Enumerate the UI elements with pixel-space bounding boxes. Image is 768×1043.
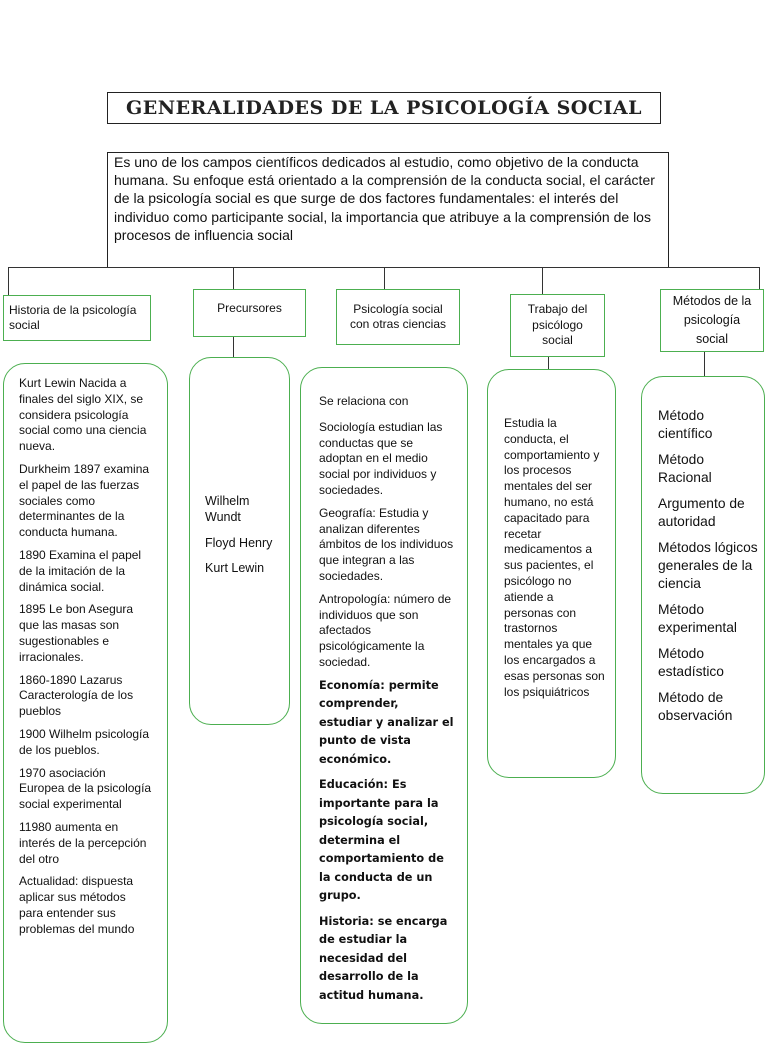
historia-item: 11980 aumenta en interés de la percepción del otro — [19, 819, 147, 866]
metodo-item: Método estadístico — [658, 646, 724, 679]
header-otras-ciencias-label: Psicología social con otras ciencias — [349, 301, 447, 331]
historia-item: Actualidad: dispuesta aplicar sus métodos para entender sus problemas del mundo — [19, 874, 135, 936]
metodo-item: Método científico — [658, 408, 713, 441]
ciencia-item-bold: Historia: se encarga de estudiar la necesidad del desarrollo de la actitud humana. — [319, 914, 448, 1002]
historia-item: 1890 Examina el papel de la imitación de la dinámica social. — [19, 547, 142, 594]
precursor-item: Wilhelm Wundt — [205, 494, 250, 524]
header-precursores-label: Precursores — [217, 301, 282, 315]
intro-text: Es uno de los campos científicos dedicados al estudio, como objetivo de la conducta humana. Su enfoque está orientado a la comprensión de la conducta social, el carácter de la psicología social es que surge de dos factores fundamentales: el interés del individuo como participante social, la importancia que atribuye a la comprensión de los procesos de influencia social — [114, 154, 655, 243]
header-precursores — [193, 289, 306, 337]
ciencia-item: Sociología estudian las conductas que se adoptan en el medio social por individuos y sociedades. — [319, 419, 443, 497]
connector-drop-precursores — [233, 267, 234, 289]
connector-drop-metodos — [759, 267, 760, 289]
historia-item: 1970 asociación Europea de la psicología social experimental — [19, 765, 152, 812]
ciencia-item-bold: Economía: permite comprender, estudiar y analizar el punto de vista económico. — [319, 678, 454, 766]
header-historia — [3, 295, 151, 341]
connector-drop-historia — [8, 267, 9, 295]
otras-ciencias-box — [300, 367, 468, 1024]
historia-item: Kurt Lewin Nacida a finales del siglo XIX, se considera psicología social como una ciencia nueva. — [19, 376, 147, 454]
connector-drop-otras-ciencias — [384, 267, 385, 289]
precursor-item: Floyd Henry — [205, 535, 273, 550]
ciencia-item-bold: Educación: Es importante para la psicología social, determina el comportamiento de la conducta de un grupo. — [319, 778, 444, 903]
precursor-item: Kurt Lewin — [205, 561, 265, 576]
metodo-item: Método de observación — [658, 690, 733, 723]
trabajo-text: Estudia la conducta, el comportamiento y los procesos mentales del ser humano, no está capacitado para recetar medicamentos a sus pacientes, el psicólogo no atiende a personas con trastornos mentales ya que los encargados a esas personas son los psiquiátricos — [504, 416, 605, 699]
connector-trabajo-box — [548, 356, 549, 370]
historia-box — [3, 363, 168, 1043]
historia-list — [19, 376, 153, 938]
header-otras-ciencias — [336, 289, 460, 345]
connector-precursores-box — [233, 337, 234, 357]
metodo-item: Método experimental — [658, 602, 737, 635]
intro-box — [107, 152, 669, 268]
historia-item: 1860-1890 Lazarus Caracterología de los pueblos — [19, 672, 134, 719]
header-historia-label: Historia de la psicología social — [9, 302, 137, 332]
connector-metodos-box — [704, 352, 705, 376]
header-trabajo-label: Trabajo del psicólogo social — [527, 302, 588, 348]
ciencia-item: Geografía: Estudia y analizan diferentes ámbitos de los individuos que integran a las sociedades. — [319, 505, 454, 583]
metodo-item: Métodos lógicos generales de la ciencia — [658, 540, 758, 591]
page-title: GENERALIDADES DE LA PSICOLOGÍA SOCIAL — [126, 97, 642, 119]
header-metodos-label: Métodos de la psicología social — [672, 294, 752, 346]
otras-ciencias-intro: Se relaciona con — [319, 394, 409, 408]
historia-item: 1900 Wilhelm psicología de los pueblos. — [19, 726, 150, 757]
ciencia-item: Antropología: número de individuos que son afectados psicológicamente la sociedad. — [319, 591, 452, 669]
header-metodos — [660, 289, 764, 352]
trabajo-box — [487, 369, 616, 778]
historia-item: Durkheim 1897 examina el papel de las fuerzas sociales como determinantes de la conducta humana. — [19, 461, 150, 540]
historia-item: 1895 Le bon Asegura que las masas son sugestionables e irracionales. — [19, 602, 134, 664]
title-box — [107, 92, 661, 124]
metodo-item: Argumento de autoridad — [658, 496, 745, 529]
header-trabajo — [510, 294, 605, 357]
metodo-item: Método Racional — [658, 452, 712, 485]
precursores-box — [189, 357, 290, 725]
connector-drop-trabajo — [542, 267, 543, 294]
metodos-box — [641, 376, 765, 794]
